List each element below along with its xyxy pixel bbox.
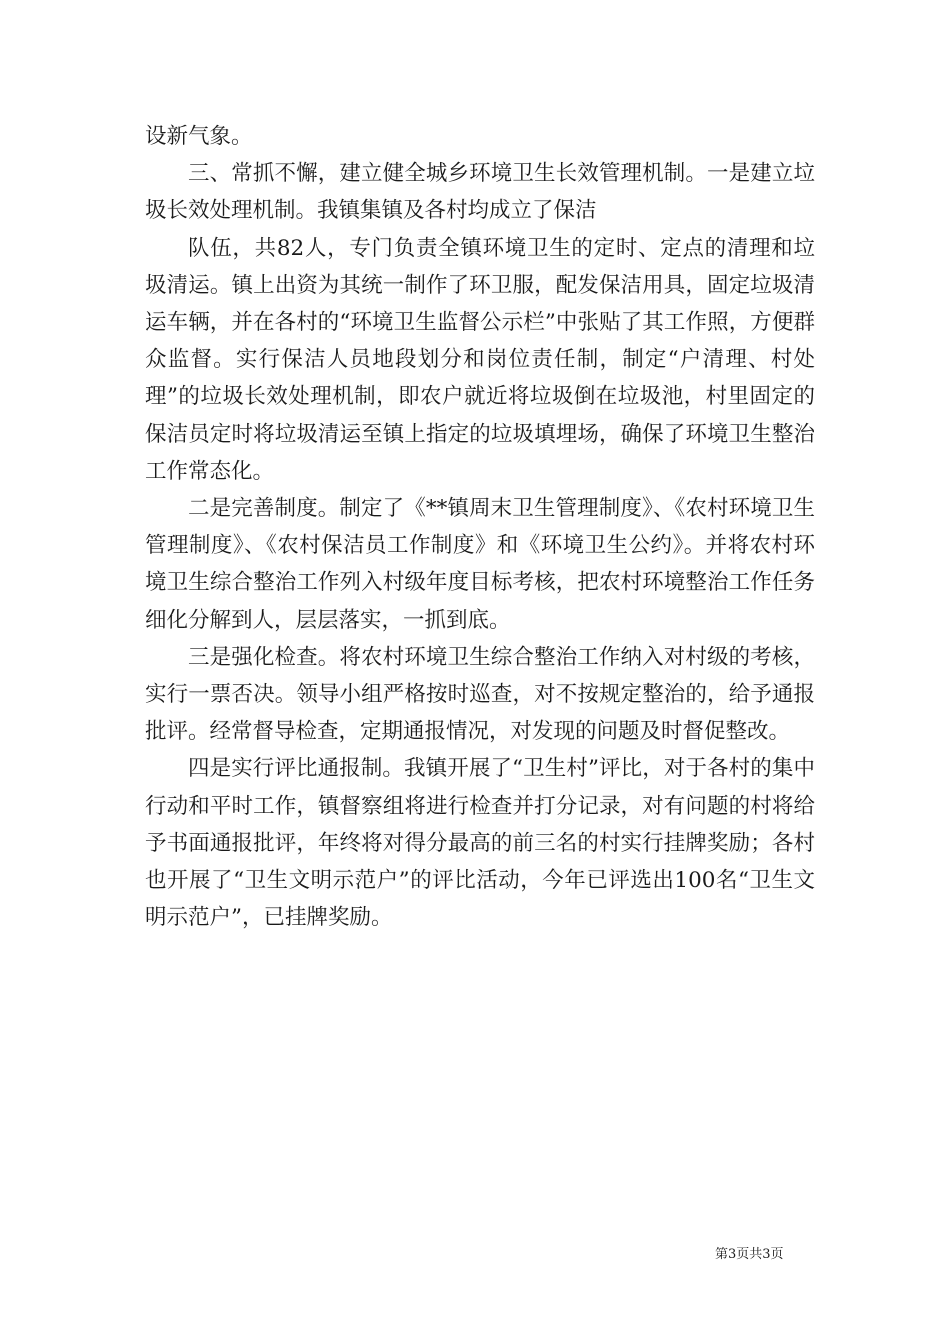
page-number-footer: 第3页共3页 (715, 1247, 784, 1262)
paragraph-cleaning-team: 队伍，共82人，专门负责全镇环境卫生的定时、定点的清理和垃圾清运。镇上出资为其统一制作了环卫服，配发保洁用具，固定垃圾清运车辆，并在各村的“环境卫生监督公示栏”中张贴了其工作照，方便群众监督。实行保洁人员地段划分和岗位责任制，制定“户清理、村处理”的垃圾长效处理机制，即农户就近将垃圾倒在垃圾池，村里固定的保洁员定时将垃圾清运至镇上指定的垃圾填埋场，确保了环境卫生整治工作常态化。 (145, 235, 815, 484)
document-body (145, 118, 815, 936)
paragraph-continuation: 设新气象。 (145, 124, 253, 149)
paragraph-improve-system: 二是完善制度。制定了《**镇周末卫生管理制度》、《农村环境卫生管理制度》、《农村保洁员工作制度》和《环境卫生公约》。并将农村环境卫生综合整治工作列入村级年度目标考核，把农村环境整治工作任务细化分解到人，层层落实，一抓到底。 (145, 496, 815, 633)
paragraph-section-three: 三、常抓不懈，建立健全城乡环境卫生长效管理机制。一是建立垃圾长效处理机制。我镇集镇及各村均成立了保洁 (145, 161, 815, 224)
paragraph-evaluation-system: 四是实行评比通报制。我镇开展了“卫生村”评比，对于各村的集中行动和平时工作，镇督察组将进行检查并打分记录，对有问题的村将给予书面通报批评，年终将对得分最高的前三名的村实行挂牌奖励；各村也开展了“卫生文明示范户”的评比活动，今年已评选出100名“卫生文明示范户”，已挂牌奖励。 (145, 756, 815, 931)
paragraph-strengthen-inspection: 三是强化检查。将农村环境卫生综合整治工作纳入对村级的考核，实行一票否决。领导小组严格按时巡查，对不按规定整治的，给予通报批评。经常督导检查，定期通报情况，对发现的问题及时督促整改。 (145, 644, 815, 745)
